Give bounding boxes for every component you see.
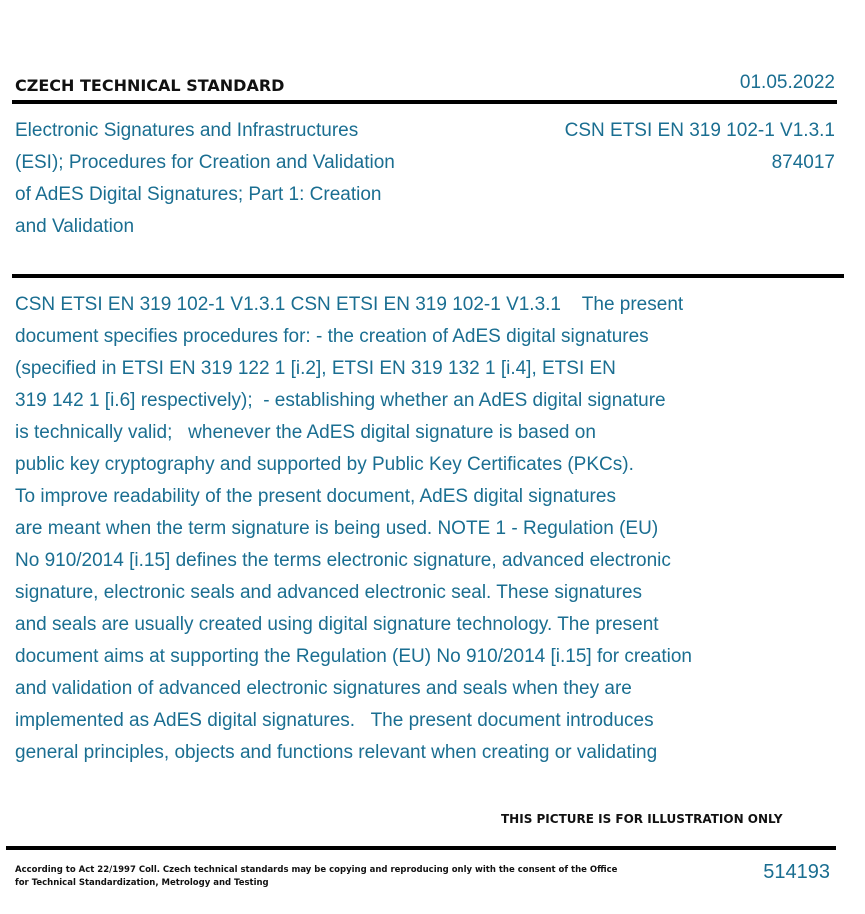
publication-date: 01.05.2022 (739, 72, 835, 93)
abstract-line: No 910/2014 [i.15] defines the terms electronic signature, advanced electronic (15, 550, 671, 571)
legal-notice-line: for Technical Standardization, Metrology and Testing (15, 878, 269, 888)
abstract-line: document specifies procedures for: - the creation of AdES digital signatures (15, 326, 649, 347)
abstract-line: are meant when the term signature is being used. NOTE 1 - Regulation (EU) (15, 518, 659, 539)
document-title-line: Electronic Signatures and Infrastructures (15, 120, 359, 141)
illustration-notice: THIS PICTURE IS FOR ILLUSTRATION ONLY (501, 812, 783, 826)
document-title (15, 115, 465, 243)
abstract-line: and seals are usually created using digital signature technology. The present (15, 614, 659, 635)
standard-id: CSN ETSI EN 319 102-1 V1.3.1 (564, 120, 835, 141)
abstract-line: (specified in ETSI EN 319 122 1 [i.2], ETSI EN 319 132 1 [i.4], ETSI EN (15, 358, 616, 379)
abstract-text (15, 289, 835, 769)
abstract-line: document aims at supporting the Regulation (EU) No 910/2014 [i.15] for creation (15, 646, 692, 667)
catalog-number: 874017 (771, 152, 835, 173)
footer-document-number: 514193 (763, 861, 830, 883)
document-identifiers (565, 115, 835, 179)
footer-divider (6, 846, 836, 850)
document-title-line: (ESI); Procedures for Creation and Validation (15, 152, 395, 173)
legal-notice-line: According to Act 22/1997 Coll. Czech technical standards may be copying and reproducing only with the consent of the Office (15, 865, 618, 875)
legal-notice (15, 864, 618, 890)
abstract-line: is technically valid; whenever the AdES digital signature is based on (15, 422, 596, 443)
abstract-line: and validation of advanced electronic signatures and seals when they are (15, 678, 632, 699)
abstract-line: general principles, objects and functions relevant when creating or validating (15, 742, 658, 763)
abstract-line: To improve readability of the present document, AdES digital signatures (15, 486, 616, 507)
abstract-line: CSN ETSI EN 319 102-1 V1.3.1 CSN ETSI EN 319 102-1 V1.3.1 The present (15, 294, 684, 315)
abstract-line: signature, electronic seals and advanced electronic seal. These signatures (15, 582, 643, 603)
standard-type-label: CZECH TECHNICAL STANDARD (15, 76, 285, 95)
title-divider (12, 274, 844, 278)
header-divider (12, 100, 837, 104)
abstract-line: implemented as AdES digital signatures. The present document introduces (15, 710, 654, 731)
abstract-line: 319 142 1 [i.6] respectively); - establishing whether an AdES digital signature (15, 390, 666, 411)
abstract-line: public key cryptography and supported by Public Key Certificates (PKCs). (15, 454, 634, 475)
document-title-line: of AdES Digital Signatures; Part 1: Creation (15, 184, 382, 205)
document-title-line: and Validation (15, 216, 135, 237)
